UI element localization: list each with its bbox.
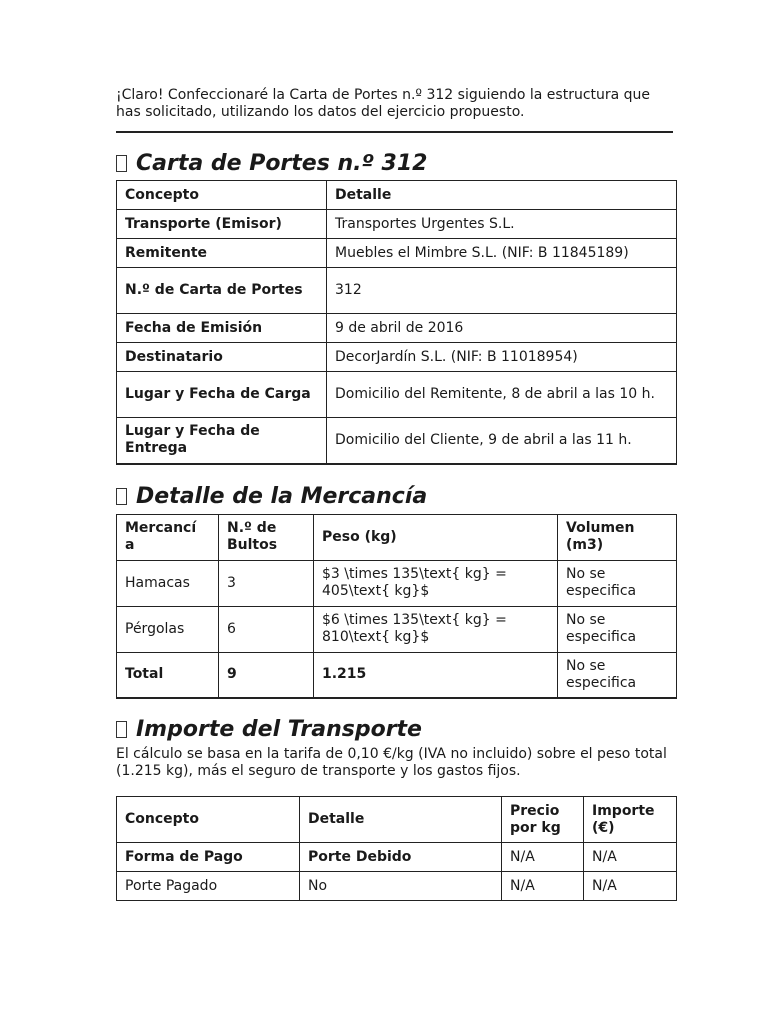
table-cell-label: Remitente xyxy=(117,239,327,268)
table-header-row xyxy=(117,514,677,560)
table-cell: Hamacas xyxy=(117,560,219,606)
table-cell: $6 \times 135\text{ kg} = 810\text{ kg}$ xyxy=(314,606,558,652)
table-cell: 1.215 xyxy=(314,652,558,698)
table-header-cell: Volumen (m3) xyxy=(558,514,677,560)
table-header-row xyxy=(117,797,677,843)
table-header-cell: Peso (kg) xyxy=(314,514,558,560)
table-header-cell: Importe (€) xyxy=(584,797,677,843)
table-cell-label: Transporte (Emisor) xyxy=(117,210,327,239)
section-title-carta: Carta de Portes n.º 312 xyxy=(116,150,676,178)
table-cell: No se especifica xyxy=(558,560,677,606)
table-cell: 9 xyxy=(219,652,314,698)
table-row xyxy=(117,872,677,901)
table-cell-label: N.º de Carta de Portes xyxy=(117,268,327,314)
table-row xyxy=(117,268,677,314)
horizontal-rule xyxy=(116,131,673,133)
importe-paragraph: El cálculo se basa en la tarifa de 0,10 €/kg (IVA no incluido) sobre el peso total (1.215 kg), más el seguro de transporte y los gastos fijos. xyxy=(116,746,667,779)
table-cell: No se especifica xyxy=(558,606,677,652)
table-header-cell: Detalle xyxy=(300,797,502,843)
table-cell: N/A xyxy=(502,872,584,901)
table-cell-value: 9 de abril de 2016 xyxy=(327,314,677,343)
table-cell-label: Destinatario xyxy=(117,343,327,372)
missing-glyph-icon xyxy=(116,721,127,738)
carta-de-portes-table xyxy=(116,180,677,465)
missing-glyph-icon xyxy=(116,488,127,505)
section-title-importe: Importe del Transporte xyxy=(116,716,676,744)
document-page xyxy=(116,87,676,901)
table-cell: $3 \times 135\text{ kg} = 405\text{ kg}$ xyxy=(314,560,558,606)
table-row xyxy=(117,606,677,652)
table-header-cell: Concepto xyxy=(117,181,327,210)
table-row xyxy=(117,210,677,239)
table-header-cell: N.º de Bultos xyxy=(219,514,314,560)
table-row xyxy=(117,418,677,464)
table-row xyxy=(117,372,677,418)
table-total-row xyxy=(117,652,677,698)
table-cell: Forma de Pago xyxy=(117,843,300,872)
section-title-mercancia: Detalle de la Mercancía xyxy=(116,483,676,511)
table-row xyxy=(117,314,677,343)
table-cell: Porte Debido xyxy=(300,843,502,872)
table-header-cell: Detalle xyxy=(327,181,677,210)
table-header-cell: Precio por kg xyxy=(502,797,584,843)
table-cell-value: Muebles el Mimbre S.L. (NIF: B 11845189) xyxy=(327,239,677,268)
table-cell: 6 xyxy=(219,606,314,652)
importe-table xyxy=(116,796,677,901)
table-cell: No xyxy=(300,872,502,901)
table-header-cell: Mercancí a xyxy=(117,514,219,560)
mercancia-table xyxy=(116,514,677,700)
table-cell: Porte Pagado xyxy=(117,872,300,901)
table-header-cell: Concepto xyxy=(117,797,300,843)
table-cell-value: Transportes Urgentes S.L. xyxy=(327,210,677,239)
table-cell-value: Domicilio del Cliente, 9 de abril a las 11 h. xyxy=(327,418,677,464)
table-cell: Pérgolas xyxy=(117,606,219,652)
table-row xyxy=(117,239,677,268)
table-cell: No se especifica xyxy=(558,652,677,698)
table-cell-value: DecorJardín S.L. (NIF: B 11018954) xyxy=(327,343,677,372)
table-row xyxy=(117,843,677,872)
table-cell-value: Domicilio del Remitente, 8 de abril a las 10 h. xyxy=(327,372,677,418)
table-row xyxy=(117,343,677,372)
table-cell: N/A xyxy=(502,843,584,872)
table-cell-label: Lugar y Fecha de Carga xyxy=(117,372,327,418)
table-cell-label: Lugar y Fecha de Entrega xyxy=(117,418,327,464)
table-cell-label: Fecha de Emisión xyxy=(117,314,327,343)
table-cell: N/A xyxy=(584,872,677,901)
table-cell: Total xyxy=(117,652,219,698)
table-cell-value: 312 xyxy=(327,268,677,314)
table-cell: N/A xyxy=(584,843,677,872)
table-header-row xyxy=(117,181,677,210)
table-cell: 3 xyxy=(219,560,314,606)
intro-paragraph: ¡Claro! Confeccionaré la Carta de Portes n.º 312 siguiendo la estructura que has solicitado, utilizando los datos del ejercicio propuesto. xyxy=(116,87,651,120)
missing-glyph-icon xyxy=(116,155,127,172)
table-row xyxy=(117,560,677,606)
